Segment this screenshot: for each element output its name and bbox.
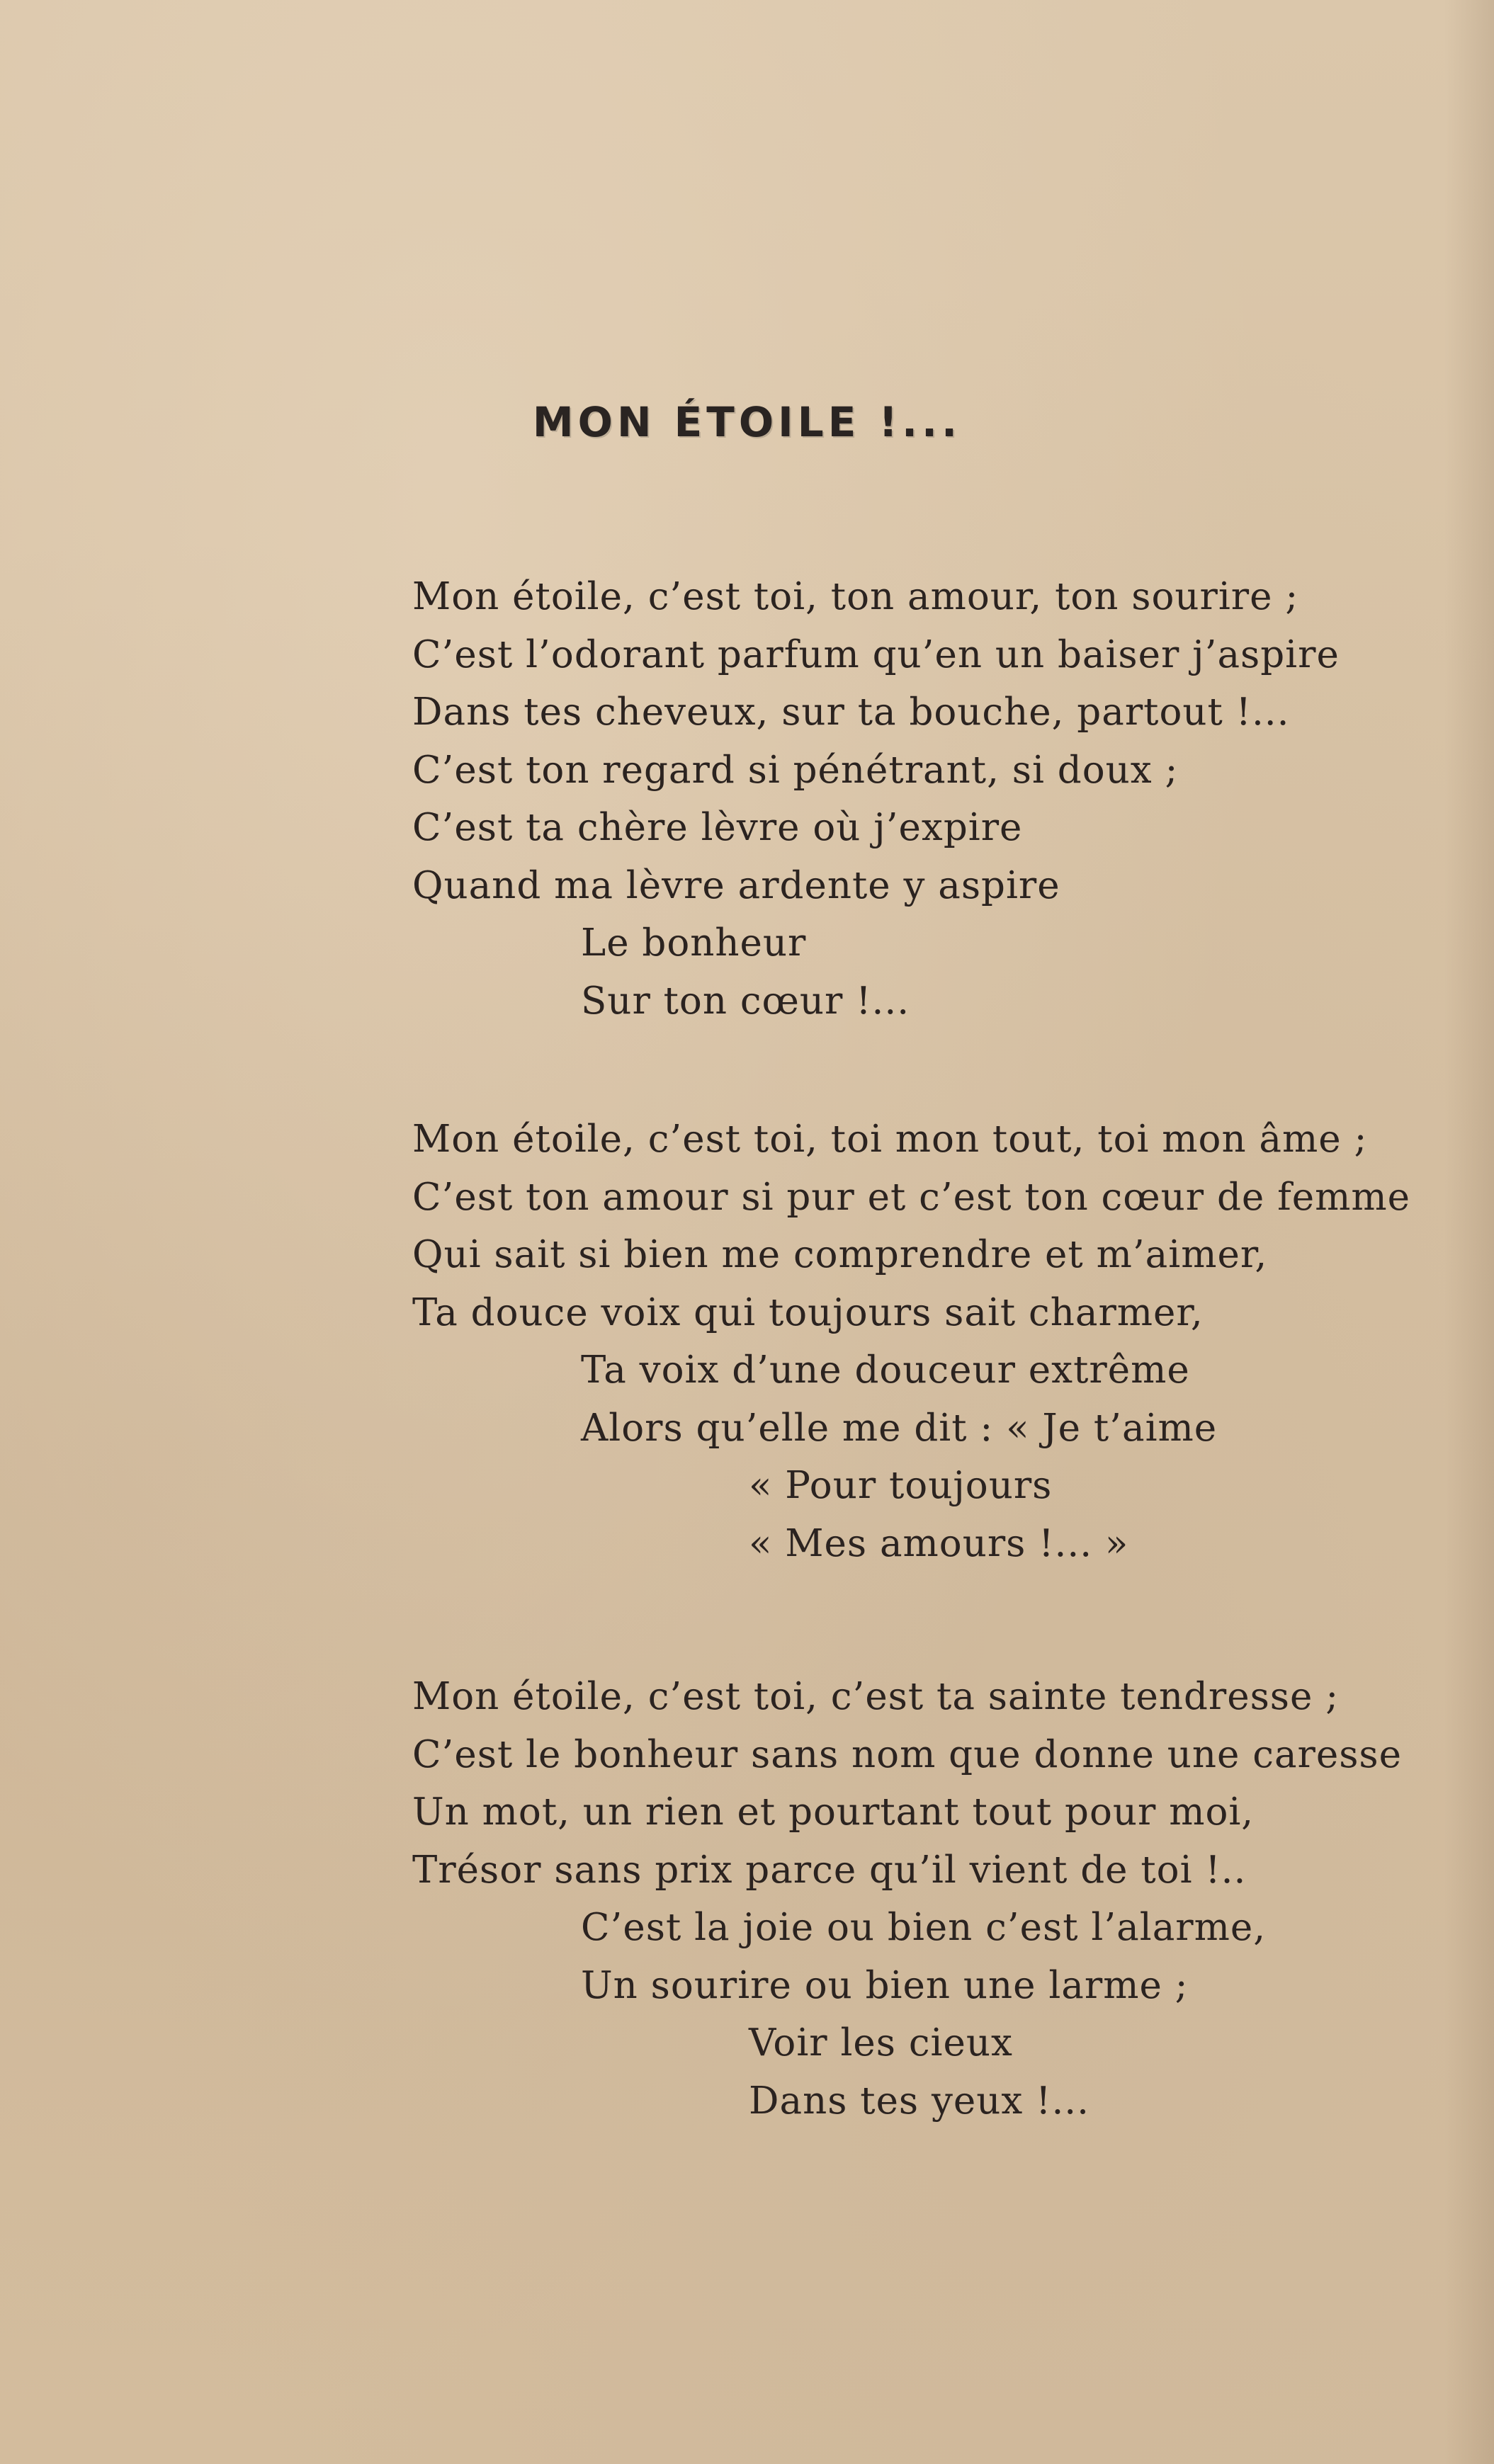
poem-title: MON ÉTOILE !... xyxy=(532,398,962,446)
verse-line: C’est ta chère lèvre où j’expire xyxy=(412,806,1023,849)
stanza-2 xyxy=(412,1111,1410,1572)
verse-line: C’est ton amour si pur et c’est ton cœur de femme xyxy=(412,1175,1410,1219)
verse-line: Ta voix d’une douceur extrême xyxy=(581,1349,1190,1392)
verse-line: « Pour toujours xyxy=(749,1464,1053,1507)
verse-line: Un mot, un rien et pourtant tout pour moi, xyxy=(412,1790,1255,1834)
stanza-1 xyxy=(412,568,1340,1030)
verse-line: Alors qu’elle me dit : « Je t’aime xyxy=(581,1406,1218,1450)
verse-line: Voir les cieux xyxy=(749,2021,1013,2065)
page-edge-shadow xyxy=(1444,0,1494,2464)
verse-line: Le bonheur xyxy=(581,921,807,965)
verse-line: Qui sait si bien me comprendre et m’aimer, xyxy=(412,1233,1268,1276)
verse-line: Dans tes cheveux, sur ta bouche, partout !... xyxy=(412,691,1290,734)
verse-line: Un sourire ou bien une larme ; xyxy=(581,1963,1189,2007)
verse-line: Trésor sans prix parce qu’il vient de toi !.. xyxy=(412,1848,1247,1892)
verse-line: Dans tes yeux !... xyxy=(749,2079,1090,2123)
verse-line: C’est l’odorant parfum qu’en un baiser j’aspire xyxy=(412,632,1340,676)
stanza-3 xyxy=(412,1668,1402,2130)
verse-line: Mon étoile, c’est toi, c’est ta sainte tendresse ; xyxy=(412,1675,1340,1718)
verse-line: Sur ton cœur !... xyxy=(581,979,910,1023)
verse-line: Ta douce voix qui toujours sait charmer, xyxy=(412,1290,1204,1334)
verse-line: Mon étoile, c’est toi, toi mon tout, toi mon âme ; xyxy=(412,1118,1368,1161)
verse-line: C’est le bonheur sans nom que donne une caresse xyxy=(412,1732,1402,1776)
verse-line: Quand ma lèvre ardente y aspire xyxy=(412,863,1060,907)
verse-line: « Mes amours !... » xyxy=(749,1521,1129,1565)
verse-line: Mon étoile, c’est toi, ton amour, ton sourire ; xyxy=(412,575,1299,618)
verse-line: C’est ton regard si pénétrant, si doux ; xyxy=(412,748,1179,792)
verse-line: C’est la joie ou bien c’est l’alarme, xyxy=(581,1906,1267,1949)
